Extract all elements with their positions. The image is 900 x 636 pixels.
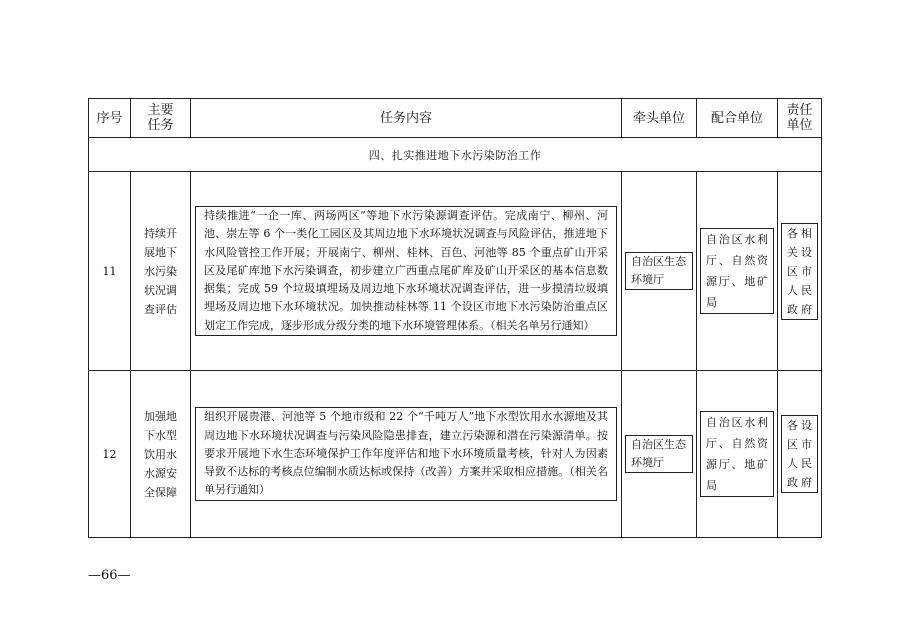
row-content-cell bbox=[191, 172, 622, 371]
row-content: 组织开展贵港、河池等 5 个地市级和 22 个“千吨万人”地下水型饮用水水源地及其周边地下水环境状况调查与污染风险隐患排查，建立污染源和潜在污染源清单。按要求开展地下水生态环境保护工作年度评估和地下水环境质量考核，针对人为因素导致不达标的考核点位编制水质达标或保持（改善）方案并采取相应措施。（相关名单另行通知） bbox=[204, 410, 608, 497]
section-row bbox=[89, 138, 822, 172]
table-row bbox=[89, 172, 822, 371]
row-lead: 自治区生态环境厅 bbox=[631, 438, 686, 469]
header-no: 序号 bbox=[89, 99, 131, 138]
header-task-label: 主要任务 bbox=[147, 103, 174, 133]
row-number: 12 bbox=[89, 371, 131, 538]
header-resp-label: 责任单位 bbox=[786, 103, 813, 133]
row-resp: 各设区市人民政府 bbox=[787, 419, 812, 489]
header-task bbox=[131, 99, 191, 138]
row-coop: 自治区水利厅、自然资源厅、地矿局 bbox=[706, 416, 768, 492]
header-lead: 牵头单位 bbox=[622, 99, 697, 138]
header-resp bbox=[778, 99, 822, 138]
row-resp-cell bbox=[778, 371, 822, 538]
header-content: 任务内容 bbox=[191, 99, 622, 138]
row-resp: 各相关设区市人民政府 bbox=[787, 226, 812, 316]
row-resp-cell bbox=[778, 172, 822, 371]
row-lead-cell bbox=[622, 172, 697, 371]
row-number: 11 bbox=[89, 172, 131, 371]
row-task: 持续开展地下水污染状况调查评估 bbox=[131, 172, 191, 371]
header-coop: 配合单位 bbox=[697, 99, 778, 138]
row-lead: 自治区生态环境厅 bbox=[631, 255, 686, 286]
row-coop-cell bbox=[697, 172, 778, 371]
table-row bbox=[89, 371, 822, 538]
row-coop-cell bbox=[697, 371, 778, 538]
row-content-cell bbox=[191, 371, 622, 538]
row-task: 加强地下水型饮用水水源安全保障 bbox=[131, 371, 191, 538]
task-table bbox=[88, 98, 822, 538]
table-header-row bbox=[89, 99, 822, 138]
row-coop: 自治区水利厅、自然资源厅、地矿局 bbox=[706, 233, 768, 309]
row-content: 持续推进“一企一库、两场两区”等地下水污染源调查评估。完成南宁、柳州、河池、崇左等 6 个一类化工园区及其周边地下水环境状况调查与风险评估，推进地下水风险管控工作开展；开展南宁、柳州、桂林、百色、河池等 85 个重点矿山开采区及尾矿库地下水污染调查，初步建立广西重点尾矿库及矿山开采区的基本信息数据集；完成 59 个垃圾填埋场及周边地下水环境状况调查评估，进一步摸清垃圾填埋场及周边地下水环境状况。加快推动桂林等 11 个设区市地下水污染防治重点区划定工作完成，逐步形成分级分类的地下水环境管理体系。（相关名单另行通知） bbox=[204, 208, 608, 332]
section-title: 四、扎实推进地下水污染防治工作 bbox=[89, 138, 822, 172]
page-number: —66— bbox=[88, 568, 131, 583]
row-lead-cell bbox=[622, 371, 697, 538]
